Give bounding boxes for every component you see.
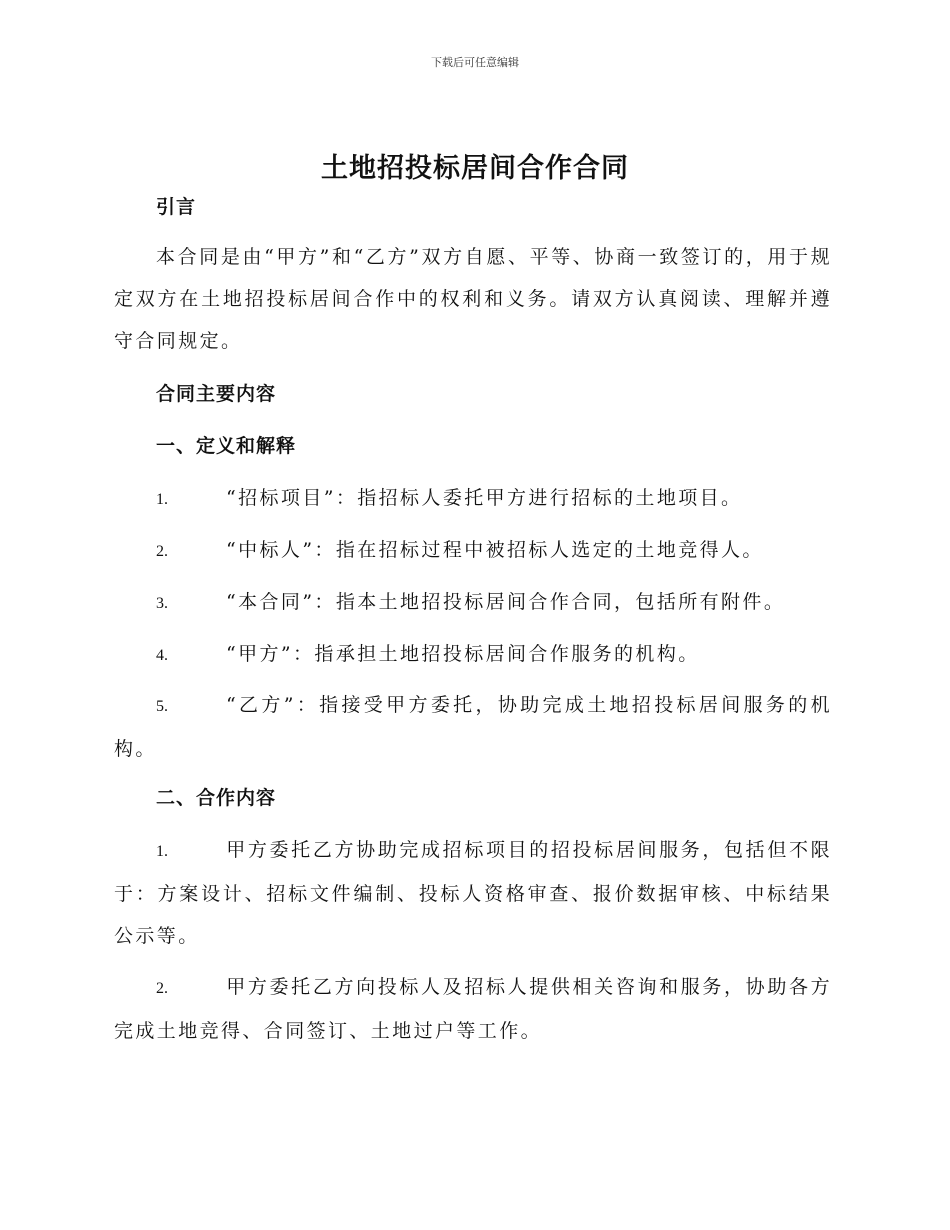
cooperation-item: [114, 966, 832, 1052]
item-number: 3.: [156, 595, 168, 612]
item-text: “中标人”：指在招标过程中被招标人选定的土地竞得人。: [226, 539, 764, 561]
intro-heading: 引言: [156, 196, 197, 218]
item-number: 1.: [156, 491, 168, 508]
item-text: 甲方委托乙方协助完成招标项目的招投标居间服务，包括但不限于：方案设计、招标文件编制、投标人资格审查、报价数据审核、中标结果公示等。: [114, 839, 832, 947]
item-number: 2.: [156, 543, 168, 560]
header-note: 下载后可任意编辑: [431, 56, 519, 69]
item-number: 1.: [156, 843, 168, 860]
item-number: 5.: [156, 698, 168, 715]
item-number: 4.: [156, 647, 168, 664]
section-1-heading: 一、定义和解释: [156, 435, 297, 457]
cooperation-item: [114, 829, 832, 957]
item-text: “招标项目”：指招标人委托甲方进行招标的土地项目。: [226, 487, 743, 509]
definition-item: [114, 684, 832, 770]
item-number: 2.: [156, 980, 168, 997]
item-text: “乙方”：指接受甲方委托，协助完成土地招投标居间服务的机构。: [114, 694, 832, 760]
intro-paragraph: 本合同是由“甲方”和“乙方”双方自愿、平等、协商一致签订的，用于规定双方在土地招投标居间合作中的权利和义务。请双方认真阅读、理解并遵守合同规定。: [114, 246, 832, 352]
definition-item: [114, 633, 832, 677]
item-text: 甲方委托乙方向投标人及招标人提供相关咨询和服务，协助各方完成土地竞得、合同签订、土地过户等工作。: [114, 976, 832, 1042]
definition-item: [114, 581, 832, 625]
section-2-heading: 二、合作内容: [156, 787, 277, 809]
definition-item: [114, 529, 832, 573]
main-content-heading: 合同主要内容: [156, 383, 277, 405]
document-title: 土地招投标居间合作合同: [321, 153, 629, 184]
definition-item: [114, 477, 832, 521]
item-text: “本合同”：指本土地招投标居间合作合同，包括所有附件。: [226, 591, 786, 613]
item-text: “甲方”：指承担土地招投标居间合作服务的机构。: [226, 643, 700, 665]
